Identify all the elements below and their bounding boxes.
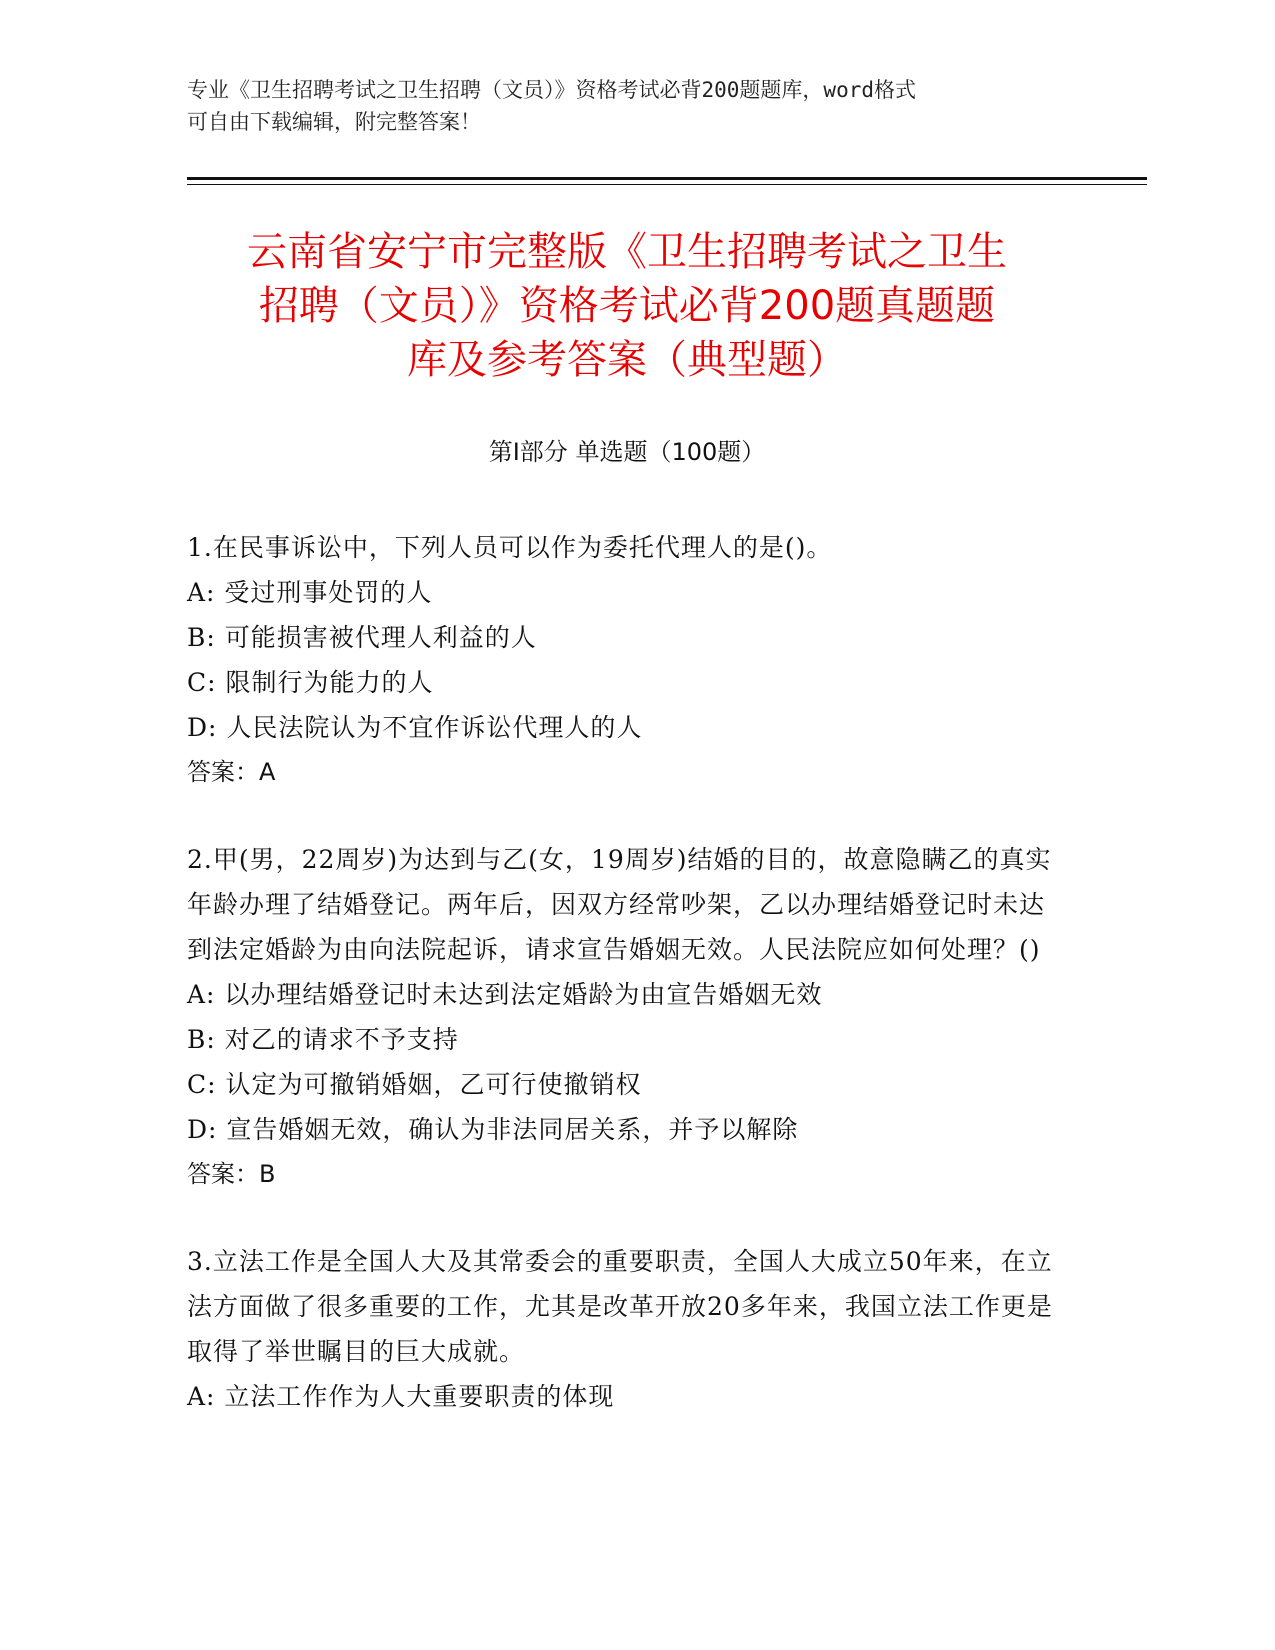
option-c: C: 认定为可撤销婚姻，乙可行使撤销权 [187,1070,642,1099]
option-b: B: 对乙的请求不予支持 [187,1025,459,1054]
question-stem: 2.甲(男，22周岁)为达到与乙(女，19周岁)结婚的目的，故意隐瞒乙的真实年龄办理了结婚登记。两年后，因双方经常吵架，乙以办理结婚登记时未达到法定婚龄为由向法院起诉，请求宣告婚姻无效。人民法院应如何处理？() [187,845,1052,964]
document-title-line-2: 招聘（文员）》资格考试必背200题真题题 [258,283,996,329]
option-d: D: 人民法院认为不宜作诉讼代理人的人 [187,713,643,742]
question-2 [187,837,1067,1197]
section-heading: 第Ⅰ部分 单选题（100题） [488,438,766,466]
header-divider-thin [187,184,1147,185]
document-title-line-3: 库及参考答案（典型题） [407,337,847,383]
option-c: C: 限制行为能力的人 [187,668,434,697]
question-3 [187,1239,1067,1419]
document-title-line-1: 云南省安宁市完整版《卫生招聘考试之卫生 [247,229,1007,275]
answer-line: 答案：A [187,758,276,786]
header-divider-thick [187,177,1147,180]
question-list [187,525,1067,1461]
question-stem: 1.在民事诉讼中，下列人员可以作为委托代理人的是()。 [187,533,833,562]
question-stem: 3.立法工作是全国人大及其常委会的重要职责，全国人大成立50年来，在立法方面做了很多重要的工作，尤其是改革开放20多年来，我国立法工作更是取得了举世瞩目的巨大成就。 [187,1247,1053,1366]
option-d: D: 宣告婚姻无效，确认为非法同居关系，并予以解除 [187,1115,799,1144]
option-a: A: 立法工作作为人大重要职责的体现 [187,1382,615,1411]
document-header-note [187,74,1087,138]
option-a: A: 以办理结婚登记时未达到法定婚龄为由宣告婚姻无效 [187,980,823,1009]
header-note-line-2: 可自由下载编辑，附完整答案！ [187,110,481,134]
header-note-line-1: 专业《卫生招聘考试之卫生招聘（文员）》资格考试必背200题题库，word格式 [187,78,916,102]
option-b: B: 可能损害被代理人利益的人 [187,623,537,652]
document-title [187,225,1067,387]
question-1 [187,525,1067,795]
answer-line: 答案：B [187,1160,276,1188]
option-a: A: 受过刑事处罚的人 [187,578,433,607]
